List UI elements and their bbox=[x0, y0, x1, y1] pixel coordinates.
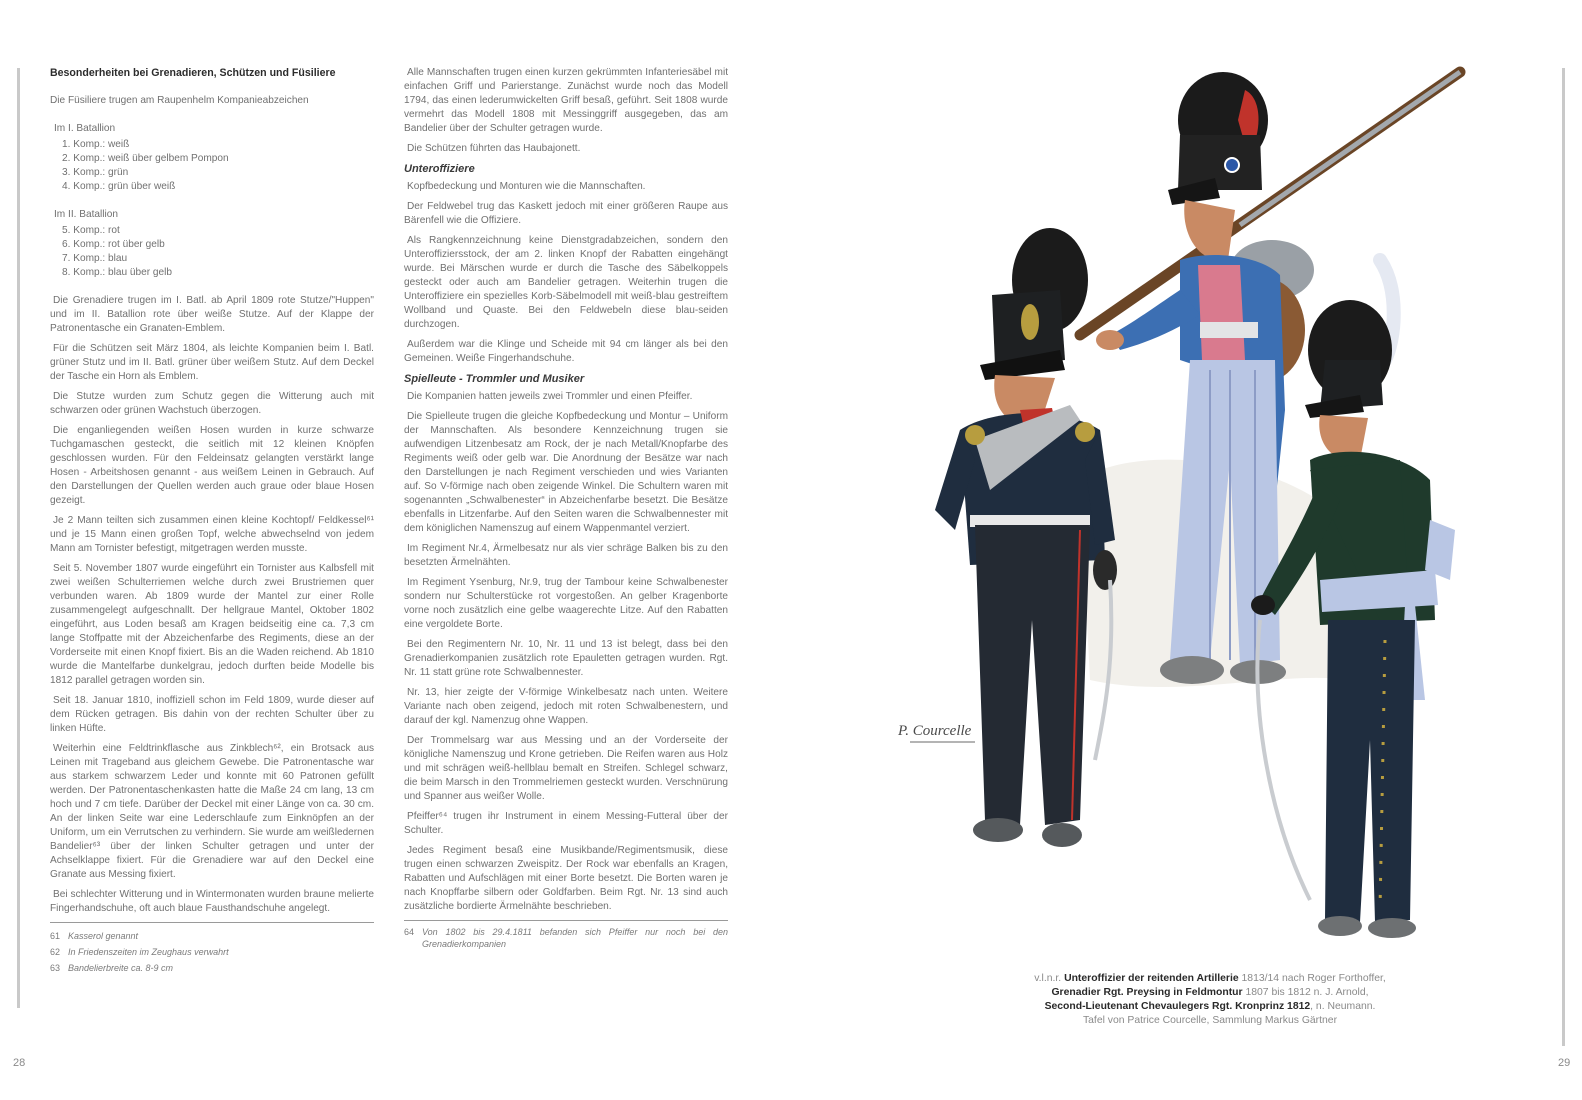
caption-line-4: Tafel von Patrice Courcelle, Sammlung Markus Gärtner bbox=[1082, 1015, 1338, 1026]
footnote-text: In Friedenszeiten im Zeughaus verwahrt bbox=[68, 947, 229, 957]
caption-line-1: v.l.n.r. Unteroffizier der reitenden Artillerie 1813/14 nach Roger Forthoffer, bbox=[1034, 973, 1386, 984]
right-margin-rule bbox=[1562, 68, 1565, 1046]
list-item: 3. Komp.: grün bbox=[62, 167, 129, 178]
paragraph: Für die Schützen seit März 1804, als leichte Kompanien beim I. Batl. grüner Stutz und im II. Batl. grüner über weißem Stutz. Auf dem Deckel der Tasche ein Horn als Emblem. bbox=[50, 343, 374, 382]
artist-signature: P. Courcelle bbox=[898, 723, 972, 739]
paragraph: Der Feldwebel trug das Kaskett jedoch mit einer größeren Raupe aus Bärenfell wie die Offiziere. bbox=[404, 201, 728, 226]
footnote-text: Bandelierbreite ca. 8-9 cm bbox=[68, 963, 174, 973]
battalion-2-list bbox=[62, 224, 374, 280]
battalion-2-label: Im II. Batallion bbox=[54, 209, 118, 220]
paragraph: Seit 5. November 1807 wurde eingeführt ein Tornister aus Kalbsfell mit zwei weißen Schulterriemen welche durch zwei Brustriemen quer verbunden waren. Ab 1809 wurde der Mantel zur einer Rolle zusammengelegt aufgeschnallt. Der hellgraue Mantel, Oktober 1802 eingeführt, aus Loden besaß am Kragen beidseitig eine ca. 7,3 cm lange Stoffpatte mit der Abzeichenfarbe des Regiments, diese an der Vorderseite mit einen Knopf fixiert. Bis an die Waden reichend. Ab 1810 wurde die Mantelfarbe dunkelgrau, jedoch durften beide Modelle bis 1812 parallel getragen worden sin. bbox=[50, 563, 374, 686]
left-margin-rule bbox=[17, 68, 20, 1008]
paragraph: Die Spielleute trugen die gleiche Kopfbedeckung und Montur – Uniform der Mannschaften. Als besondere Kennzeichnung trugen sie aufwendigen Litzenbesatz am Rock, der je nach Metall/Knopfarbe des Regiments weiß oder gelb war. Die Anordnung der Besätze war nach den Darstellungen je nach Regiment verschieden und wies Varianten auf. So V-förmige nach oben zeigende Winkel. Die Schultern waren mit sogenannten „Schwalbenester“ in Abzeichenfarbe besetzt. Die Besätze ebenfalls in Litzenfarbe. Auf den Seiten waren die Schwalbennester mit dem königlichen Namenszug auf einem Wappenmantel verziert. bbox=[404, 411, 728, 534]
list-item: 8. Komp.: blau über gelb bbox=[62, 267, 172, 278]
footnote-number: 61 bbox=[50, 931, 61, 941]
lead-text: Die Füsiliere trugen am Raupenhelm Kompanieabzeichen bbox=[50, 95, 309, 106]
page-number-left: 28 bbox=[13, 1057, 26, 1069]
paragraph: Die enganliegenden weißen Hosen wurden in kurze schwarze Tuchgamaschen gesteckt, die seitlich mit 12 kleinen Knöpfen geschlossen wurden. Für den Feldeinsatz gelangten verstärkt lange Hosen - Arbeitshosen genannt - aus weißem Leinen in Gebrauch. Auf den Darstellungen der Quellen werden auch graue oder blaue Hosen gezeigt. bbox=[50, 425, 374, 506]
paragraph: Je 2 Mann teilten sich zusammen einen kleine Kochtopf/ Feldkessel⁶¹ und je 15 Mann einen großen Topf, welche abwechselnd von jedem Mann am Tornister befestigt, mitgetragen werden musste. bbox=[50, 515, 374, 554]
footnote bbox=[50, 944, 374, 960]
uniform-illustration bbox=[880, 60, 1480, 960]
footnote-text: Von 1802 bis 29.4.1811 befanden sich Pfeiffer nur noch bei den Grenadierkompanien bbox=[422, 927, 728, 949]
battalion-1-label: Im I. Batallion bbox=[54, 123, 116, 134]
paragraph: Bei den Regimentern Nr. 10, Nr. 11 und 13 ist belegt, dass bei den Grenadierkompanien zusätzlich rote Epauletten getragen wurden. Rgt. Nr. 11 statt grüne rote Schwalbennester. bbox=[404, 639, 728, 678]
paragraph: Nr. 13, hier zeigte der V-förmige Winkelbesatz nach unten. Weitere Variante nach oben zeigend, jedoch mit roten Schwalbenestern, und darauf der kgl. Namenzug ohne Wappen. bbox=[404, 687, 728, 726]
paragraph: Im Regiment Ysenburg, Nr.9, trug der Tambour keine Schwalbenester sondern nur Schulterstücke rot vorgestoßen. An gelber Kragenborte vorne noch zusätzlich eine gelbe waagerechte Litze. Auf den Rabatten eine vergoldete Borte. bbox=[404, 577, 728, 630]
list-item: 2. Komp.: weiß über gelbem Pompon bbox=[62, 153, 229, 164]
left-page-column-1 bbox=[50, 66, 374, 976]
paragraph: Die Stutze wurden zum Schutz gegen die Witterung auch mit schwarzen oder grünen Wachstuch überzogen. bbox=[50, 391, 374, 416]
paragraph: Als Rangkennzeichnung keine Dienstgradabzeichen, sondern den Unteroffiziersstock, der am 2. linken Knopf der Rabatten eingehängt wurde. Bei Märschen wurde er durch die Tasche des Säbelkoppels gesteckt oder auch am Bandelier getragen. Weiterhin trugen die Unteroffiziere ein spezielles Korb-Säbelmodell mit weiß-blau gestreiftem Wollband und Quaste. Bei den Feldwebeln diese blau-seiden durchzogen. bbox=[404, 235, 728, 330]
paragraph: Jedes Regiment besaß eine Musikbande/Regimentsmusik, diese trugen einen schwarzen Zweispitz. Der Rock war ebenfalls an Kragen, Rabatten und Aufschlägen mit einer Borte besetzt. Die Borten waren je nach Knopffarbe silbern oder Goldfarben. Beim Rgt. Nr. 13 sind auch zusätzliche bordierte Ärmelnähte beschrieben. bbox=[404, 845, 728, 912]
paragraph: Der Trommelsarg war aus Messing und an der Vorderseite der königliche Namenszug und Krone getrieben. Die Reifen waren aus Holz und mit schrägen weiß-hellblau bemalt en Streifen. Schlegel schwarz, die beim Marsch in den Trommelriemen gesteckt wurden. Verschnürung und Spanner aus weißer Wolle. bbox=[404, 735, 728, 802]
paragraph: Außerdem war die Klinge und Scheide mit 94 cm länger als bei den Gemeinen. Weiße Fingerhandschuhe. bbox=[404, 339, 728, 364]
footnote bbox=[404, 926, 728, 950]
footnotes bbox=[404, 926, 728, 950]
list-item: 1. Komp.: weiß bbox=[62, 139, 130, 150]
paragraph: Weiterhin eine Feldtrinkflasche aus Zinkblech⁶², ein Brotsack aus Leinen mit Trageband aus gleichem Gewebe. Die Patronentasche war aus starkem schwarzem Leder und konnte mit 60 Patronen gefüllt werden. Der Patronentaschenkasten hatte die Maße 24 cm lang, 13 cm hoch und 7 cm tiefe. Darüber der Deckel mit einer Länge von ca. 30 cm. An der linken Seite war eine Lederschlaufe zum Einknöpfen an der Uniform, um ein Verrutschen zu verhindern. Sie wurde am weißledernen Bandelier⁶³ über der linken Schulter getragen und unter der Achselklappe fixiert. Für die Grenadiere war auf den Deckel eine Granate aus Messing fixiert. bbox=[50, 743, 374, 880]
paragraph: Die Grenadiere trugen im I. Batl. ab April 1809 rote Stutze/"Huppen" und im II. Batallion rote über weiße Stutze. Auf der Klappe der Patronentasche ein Granaten-Emblem. bbox=[50, 295, 374, 334]
paragraph: Die Kompanien hatten jeweils zwei Trommler und einen Pfeiffer. bbox=[407, 391, 693, 402]
paragraph: Die Schützen führten das Haubajonett. bbox=[407, 143, 581, 154]
soldiers-illustration bbox=[880, 60, 1480, 960]
battalion-1-list bbox=[62, 138, 374, 194]
footnote-divider bbox=[50, 922, 374, 923]
footnote-number: 64 bbox=[404, 927, 415, 937]
paragraph: Seit 18. Januar 1810, inoffiziell schon im Feld 1809, wurde dieser auf dem Rücken getragen. Bis dahin von der rechten Schulter über zu linken Hüfte. bbox=[50, 695, 374, 734]
footnotes bbox=[50, 928, 374, 976]
artillery-nco-figure bbox=[935, 228, 1117, 847]
footnote bbox=[50, 960, 374, 976]
caption-line-3: Second-Lieutenant Chevaulegers Rgt. Kronprinz 1812, n. Neumann. bbox=[1044, 1001, 1376, 1012]
list-item: 6. Komp.: rot über gelb bbox=[62, 239, 165, 250]
list-item: 5. Komp.: rot bbox=[62, 225, 120, 236]
caption-line-2: Grenadier Rgt. Preysing in Feldmontur 1807 bis 1812 n. J. Arnold, bbox=[1051, 987, 1369, 998]
footnote bbox=[50, 928, 374, 944]
paragraph: Alle Mannschaften trugen einen kurzen gekrümmten Infanteriesäbel mit einfachen Griff und Parierstange. Zunächst wurde noch das Modell 1794, das einen lederumwickelten Griff besaß, geführt. Seit 1808 wurde vermehrt das Modell 1808 mit Messinggriff ausgegeben, das am Bandelier über der Schulter getragen wurde. bbox=[404, 67, 728, 134]
list-item: 7. Komp.: blau bbox=[62, 253, 128, 264]
footnote-number: 62 bbox=[50, 947, 61, 957]
illustration-caption bbox=[930, 972, 1490, 1028]
footnote-divider bbox=[404, 920, 728, 921]
footnote-number: 63 bbox=[50, 963, 61, 973]
paragraph: Im Regiment Nr.4, Ärmelbesatz nur als vier schräge Balken bis zu den besetzten Ärmelnähten. bbox=[404, 543, 728, 568]
footnote-text: Kasserol genannt bbox=[68, 931, 139, 941]
list-item: 4. Komp.: grün über weiß bbox=[62, 181, 176, 192]
left-page-column-2 bbox=[404, 66, 728, 950]
subheading-spielleute: Spielleute - Trommler und Musiker bbox=[404, 373, 585, 385]
paragraph: Kopfbedeckung und Monturen wie die Mannschaften. bbox=[407, 181, 646, 192]
page-number-right: 29 bbox=[1558, 1057, 1571, 1069]
paragraph: Bei schlechter Witterung und in Wintermonaten wurden braune melierte Fingerhandschuhe, oft auch blaue Fausthandschuhe angelegt. bbox=[50, 889, 374, 914]
section-heading: Besonderheiten bei Grenadieren, Schützen und Füsiliere bbox=[50, 67, 336, 79]
subheading-unteroffiziere: Unteroffiziere bbox=[404, 163, 475, 175]
paragraph: Pfeiffer⁶⁴ trugen ihr Instrument in einem Messing-Futteral über der Schulter. bbox=[404, 811, 728, 836]
